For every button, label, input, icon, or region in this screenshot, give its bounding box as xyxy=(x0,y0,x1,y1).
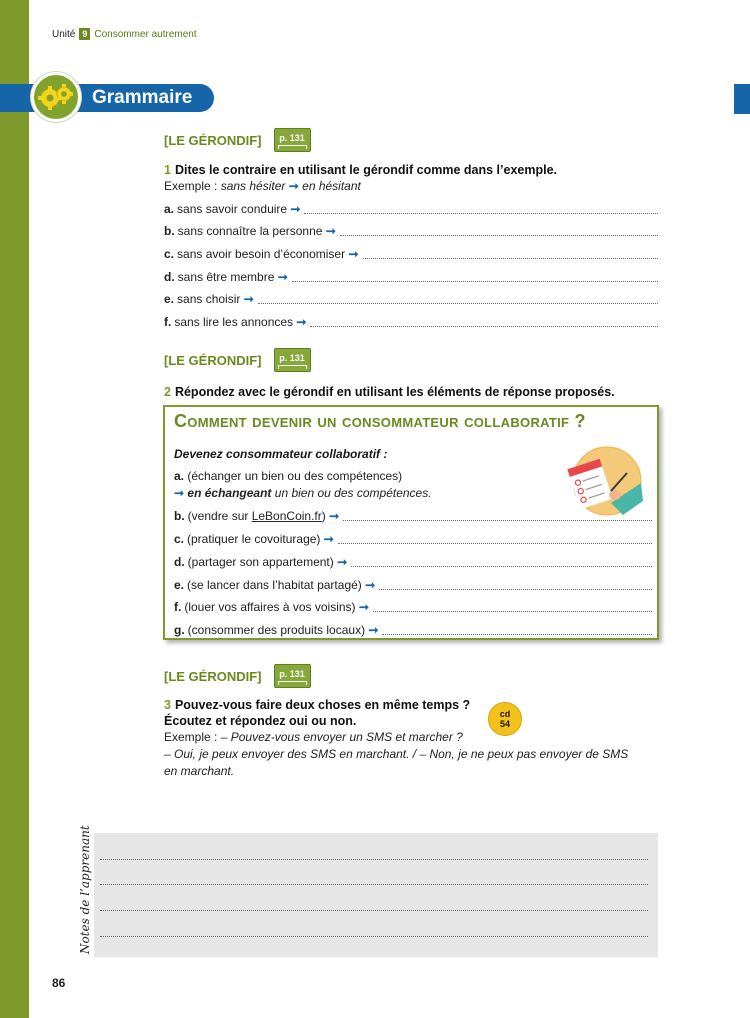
book-page-ref-icon xyxy=(274,664,311,688)
box-item: e. (se lancer dans l’habitat partagé) ➞ xyxy=(174,577,652,593)
box-item: f. (louer vos affaires à vos voisins) ➞ xyxy=(174,599,652,615)
answer-line[interactable] xyxy=(379,580,652,590)
arrow-icon: ➞ xyxy=(337,555,348,569)
banner-title: Grammaire xyxy=(92,87,193,108)
cd-label: cd xyxy=(499,709,511,719)
left-color-band xyxy=(0,0,29,1018)
box-item: c. (pratiquer le covoiturage) ➞ xyxy=(174,531,652,547)
exercise-1-instruction: 1 Dites le contraire en utilisant le gérondif comme dans l’exemple. xyxy=(164,163,558,177)
section-title: [LE GÉRONDIF] xyxy=(164,352,262,368)
box-title: Comment devenir un consommateur collaboratif ? xyxy=(174,411,586,431)
section-heading-2 xyxy=(164,348,311,372)
page-ref: p. 131 xyxy=(279,353,305,363)
arrow-icon: ➞ xyxy=(323,532,334,546)
answer-line[interactable] xyxy=(351,557,652,567)
arrow-icon: ➞ xyxy=(325,224,336,238)
exercise-2-box xyxy=(163,405,659,640)
notes-line xyxy=(100,936,648,937)
box-item-b: b. (vendre sur LeBonCoin.fr) ➞ xyxy=(174,508,652,524)
arrow-icon: ➞ xyxy=(365,578,376,592)
arrow-icon: ➞ xyxy=(277,270,288,284)
arrow-icon: ➞ xyxy=(174,486,185,500)
page-ref: p. 131 xyxy=(279,133,305,143)
notes-line xyxy=(100,910,648,911)
arrow-icon: ➞ xyxy=(290,202,301,216)
exercise-1-item: a. sans savoir conduire ➞ xyxy=(164,201,658,217)
exercise-1-item: c. sans avoir besoin d’économiser ➞ xyxy=(164,246,658,262)
notes-area[interactable] xyxy=(94,833,658,957)
exercise-1-item: d. sans être membre ➞ xyxy=(164,269,658,285)
leboncoin-link[interactable]: LeBonCoin.fr xyxy=(251,509,322,523)
book-page-ref-icon xyxy=(274,128,311,152)
box-item: g. (consommer des produits locaux) ➞ xyxy=(174,622,652,638)
exercise-1-item: e. sans choisir ➞ xyxy=(164,291,658,307)
exercise-2-instruction: 2 Répondez avec le gérondif en utilisant les éléments de réponse proposés. xyxy=(164,385,615,399)
section-title: [LE GÉRONDIF] xyxy=(164,132,262,148)
checklist-illustration xyxy=(567,443,643,519)
exercise-1-example: Exemple : sans hésiter ➞ en hésitant xyxy=(164,179,361,193)
box-item-a-answer: ➞ en échangeant un bien ou des compétences. xyxy=(174,486,432,500)
answer-line[interactable] xyxy=(304,204,658,214)
answer-line[interactable] xyxy=(382,625,652,635)
answer-line[interactable] xyxy=(292,272,658,282)
unit-word: Unité xyxy=(52,28,76,40)
exercise-1-item: b. sans connaître la personne ➞ xyxy=(164,223,658,239)
arrow-icon: ➞ xyxy=(296,315,307,329)
arrow-icon: ➞ xyxy=(329,509,340,523)
box-subtitle: Devenez consommateur collaboratif : xyxy=(174,447,388,461)
arrow-icon: ➞ xyxy=(243,292,254,306)
gears-icon xyxy=(31,72,81,122)
answer-line[interactable] xyxy=(340,226,658,236)
section-heading-1 xyxy=(164,128,311,152)
cd-track: 54 xyxy=(499,719,510,729)
arrow-icon: ➞ xyxy=(358,600,369,614)
unit-title: Consommer autrement xyxy=(94,28,197,40)
section-heading-3 xyxy=(164,664,311,688)
book-page-ref-icon xyxy=(274,348,311,372)
right-edge-tab xyxy=(734,84,750,114)
exercise-3-example: Exemple : – Pouvez-vous envoyer un SMS et marcher ? – Oui, je peux envoyer des SMS en marchant. / – Non, je ne peux pas envoyer de SMS en marchant. xyxy=(164,730,629,778)
exercise-1-item: f. sans lire les annonces ➞ xyxy=(164,314,658,330)
box-item-a: a. (échanger un bien ou des compétences) xyxy=(174,469,403,483)
arrow-icon: ➞ xyxy=(348,247,359,261)
section-title: [LE GÉRONDIF] xyxy=(164,668,262,684)
notes-label: Notes de l’apprenant xyxy=(78,825,92,954)
notes-line xyxy=(100,859,648,860)
unit-number: 9 xyxy=(79,28,90,40)
running-header xyxy=(52,28,197,40)
answer-line[interactable] xyxy=(258,294,658,304)
arrow-icon: ➞ xyxy=(368,623,379,637)
answer-line[interactable] xyxy=(338,534,652,544)
notes-line xyxy=(100,884,648,885)
exercise-3-instruction: 3 Pouvez-vous faire deux choses en même temps ? Écoutez et répondez oui ou non. xyxy=(164,698,471,728)
answer-line[interactable] xyxy=(310,317,658,327)
arrow-icon: ➞ xyxy=(288,179,299,193)
page-number: 86 xyxy=(52,976,66,990)
page-ref: p. 131 xyxy=(279,669,305,679)
box-item: d. (partager son appartement) ➞ xyxy=(174,554,652,570)
answer-line[interactable] xyxy=(363,249,658,259)
answer-line[interactable] xyxy=(373,602,652,612)
